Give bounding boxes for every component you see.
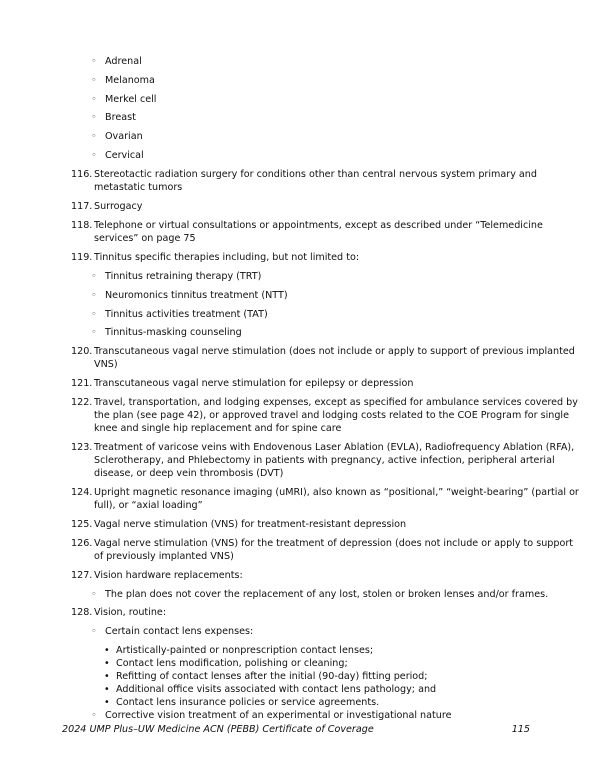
hollow-bullet-icon: ◦ xyxy=(91,271,97,282)
hollow-bullet-icon: ◦ xyxy=(91,290,97,301)
page-number: 115 xyxy=(511,724,530,735)
hollow-bullet-icon: ◦ xyxy=(91,710,97,721)
hollow-bullet-icon: ◦ xyxy=(91,589,97,600)
hollow-bullet-icon: ◦ xyxy=(91,131,97,142)
hollow-bullet-icon: ◦ xyxy=(91,94,97,105)
bullet-icon: • xyxy=(104,658,110,669)
hollow-bullet-icon: ◦ xyxy=(91,150,97,161)
hollow-bullet-icon: ◦ xyxy=(91,56,97,67)
hollow-bullet-icon: ◦ xyxy=(91,327,97,338)
bullet-icon: • xyxy=(104,671,110,682)
bullet-icon: • xyxy=(104,645,110,656)
document-page: ◦ Adrenal ◦ Melanoma ◦ Merkel cell ◦ Breast ◦ Ovarian ◦ Cervical 116. Stereotactic radiation surgery for conditions other than central nervous system primary and metastatic tumors 117. Surrogacy 118. Telephone or virtual consultations or appointments, except as described under “Telemedicine services” on page 75 119. Tinnitus specific therapies including, but not limited to: ◦ Tinnitus retraining therapy (TRT) ◦ Neuromonics tinnitus treatment (NTT) ◦ Tinnitus activities treatment (TAT) ◦ Tinnitus-masking counseling 120. Transcutaneous vagal nerve stimulation (does not include or apply to support of previous implanted VNS) 121. Transcutaneous vagal nerve stimulation for epilepsy or depression 122. Travel, transportation, and lodging expenses, except as specified for ambulance services covered by the plan (see page 42), or approved travel and lodging costs related to the COE Program for single knee and single hip replacement and for spine care 123. Treatment of varicose veins with Endovenous Laser Ablation (EVLA), Radiofrequency Ablation (RFA), Sclerotherapy, and Phlebectomy in patients with pregnancy, active infection, peripheral arterial disease, or deep vein thrombosis (DVT) 124. Upright magnetic resonance imaging (uMRI), also known as “positional,” “weight-bearing” (partial or full), or “axial loading” 125. Vagal nerve stimulation (VNS) for treatment-resistant depression 126. Vagal nerve stimulation (VNS) for the treatment of depression (does not include or apply to support of previously implanted VNS) 127. Vision hardware replacements: ◦ The plan does not cover the replacement of any lost, stolen or broken lenses and/or frames. 128. Vision, routine: ◦ Certain contact lens expenses: • Artistically-painted or nonprescription contact lenses; • Contact lens modification, polishing or cleaning; • Refitting of contact lenses after the initial (90-day) fitting period; • Additional office visits associated with contact lens pathology; and • Contact lens insurance policies or service agreements. ◦ Corrective vision treatment of an experimental or investigational nature 2024 UMP Plus–UW Medicine ACN (PEBB) Certificate of Coverage 115 xyxy=(62,56,579,735)
bullet-icon: • xyxy=(104,697,110,708)
bullet-icon: • xyxy=(104,684,110,695)
footer-title: 2024 UMP Plus–UW Medicine ACN (PEBB) Certificate of Coverage xyxy=(62,724,374,735)
hollow-bullet-icon: ◦ xyxy=(91,626,97,637)
hollow-bullet-icon: ◦ xyxy=(91,112,97,123)
hollow-bullet-icon: ◦ xyxy=(91,75,97,86)
hollow-bullet-icon: ◦ xyxy=(91,309,97,320)
